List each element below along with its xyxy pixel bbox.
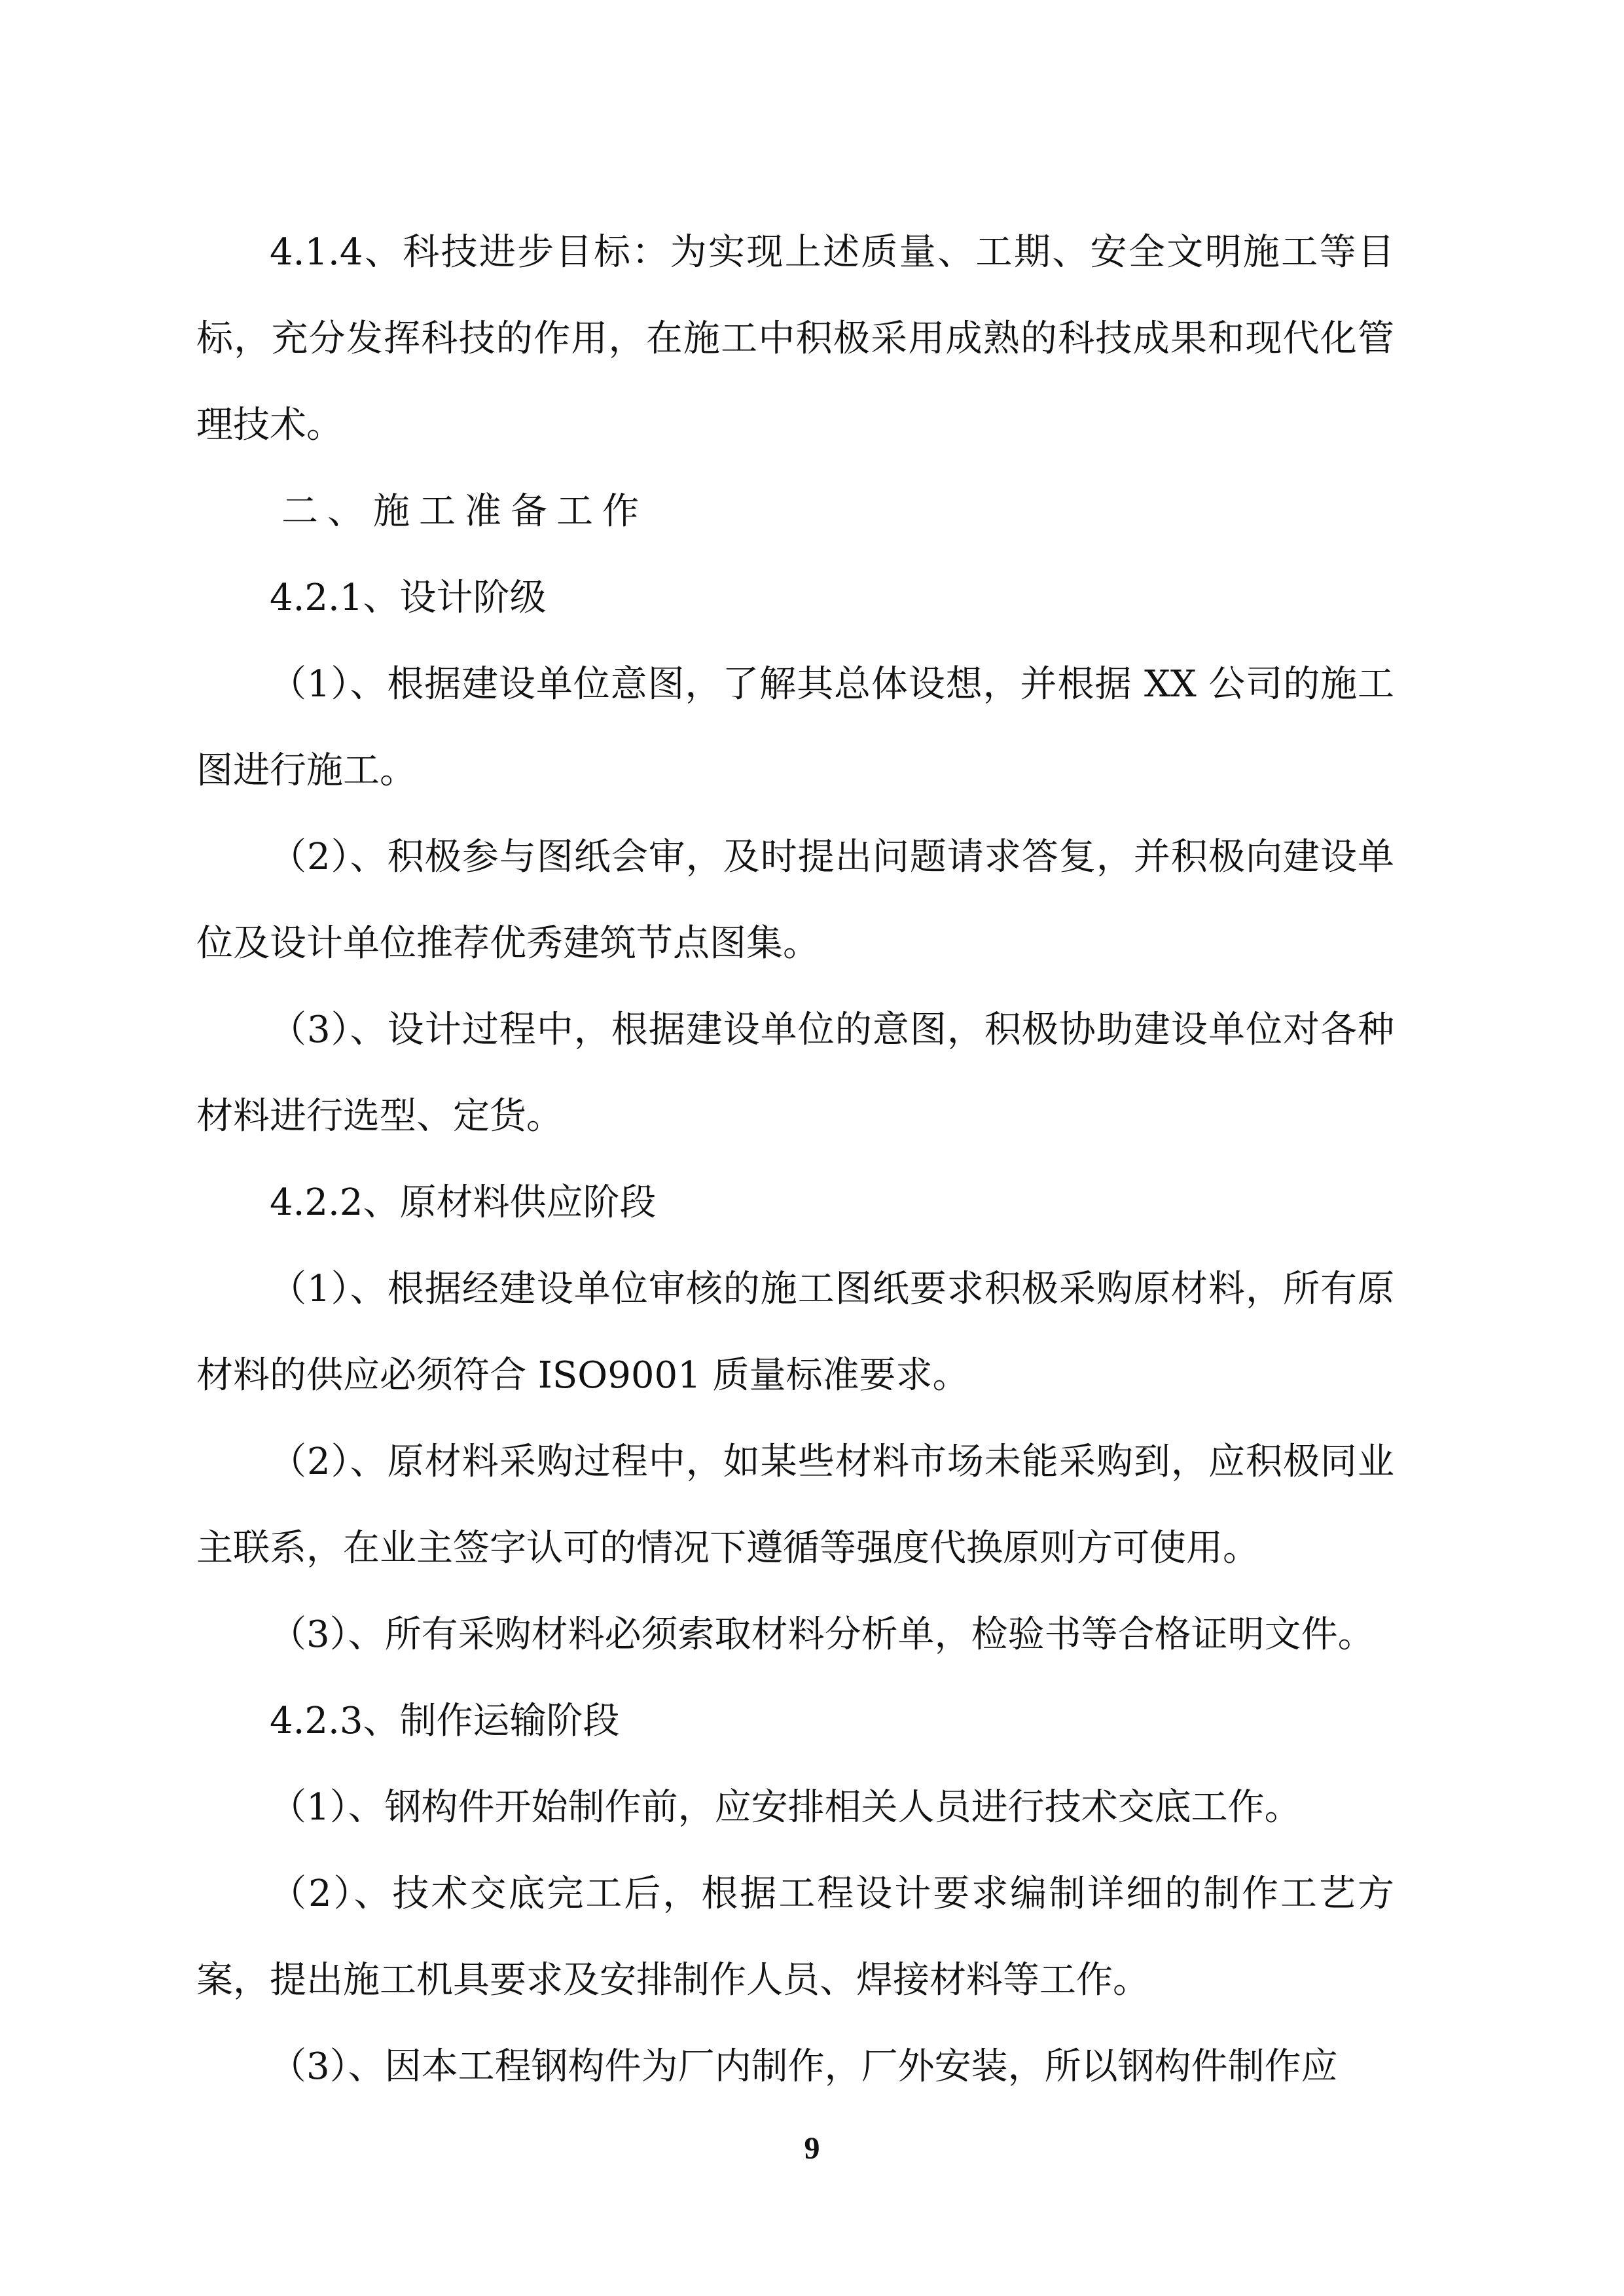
paragraph-fabrication-item-3: （3）、因本工程钢构件为厂内制作，厂外安装，所以钢构件制作应 xyxy=(270,2045,1338,2088)
paragraph-material-item-2: （2）、原材料采购过程中，如某些材料市场未能采购到，应积极同业主联系，在业主签字认可的情况下遵循等强度代换原则方可使用。 xyxy=(196,1441,1394,1570)
page-number: 9 xyxy=(804,2131,820,2166)
paragraph-tech-progress-goal: 4.1.4、科技进步目标：为实现上述质量、工期、安全文明施工等目标，充分发挥科技的作用，在施工中积极采用成熟的科技成果和现代化管理技术。 xyxy=(196,231,1394,446)
section-heading-construction-preparation: 二、施工准备工作 xyxy=(281,490,648,533)
document-body xyxy=(196,209,1394,2110)
paragraph-design-item-2: （2）、积极参与图纸会审，及时提出问题请求答复，并积极向建设单位及设计单位推荐优秀建筑节点图集。 xyxy=(196,836,1394,965)
paragraph-fabrication-item-2: （2）、技术交底完工后，根据工程设计要求编制详细的制作工艺方案，提出施工机具要求及安排制作人员、焊接材料等工作。 xyxy=(196,1873,1394,2001)
paragraph-material-item-1: （1）、根据经建设单位审核的施工图纸要求积极采购原材料，所有原材料的供应必须符合 ISO9001 质量标准要求。 xyxy=(196,1268,1394,1397)
paragraph-design-item-1: （1）、根据建设单位意图，了解其总体设想，并根据 XX 公司的施工图进行施工。 xyxy=(196,663,1394,792)
paragraph-design-item-3: （3）、设计过程中，根据建设单位的意图，积极协助建设单位对各种材料进行选型、定货。 xyxy=(196,1009,1394,1138)
subheading-design-stage: 4.2.1、设计阶级 xyxy=(270,577,547,619)
subheading-material-supply-stage: 4.2.2、原材料供应阶段 xyxy=(270,1181,657,1224)
paragraph-material-item-3: （3）、所有采购材料必须索取材料分析单，检验书等合格证明文件。 xyxy=(270,1613,1375,1656)
subheading-fabrication-transport-stage: 4.2.3、制作运输阶段 xyxy=(270,1700,620,1742)
paragraph-fabrication-item-1: （1）、钢构件开始制作前，应安排相关人员进行技术交底工作。 xyxy=(270,1786,1301,1829)
